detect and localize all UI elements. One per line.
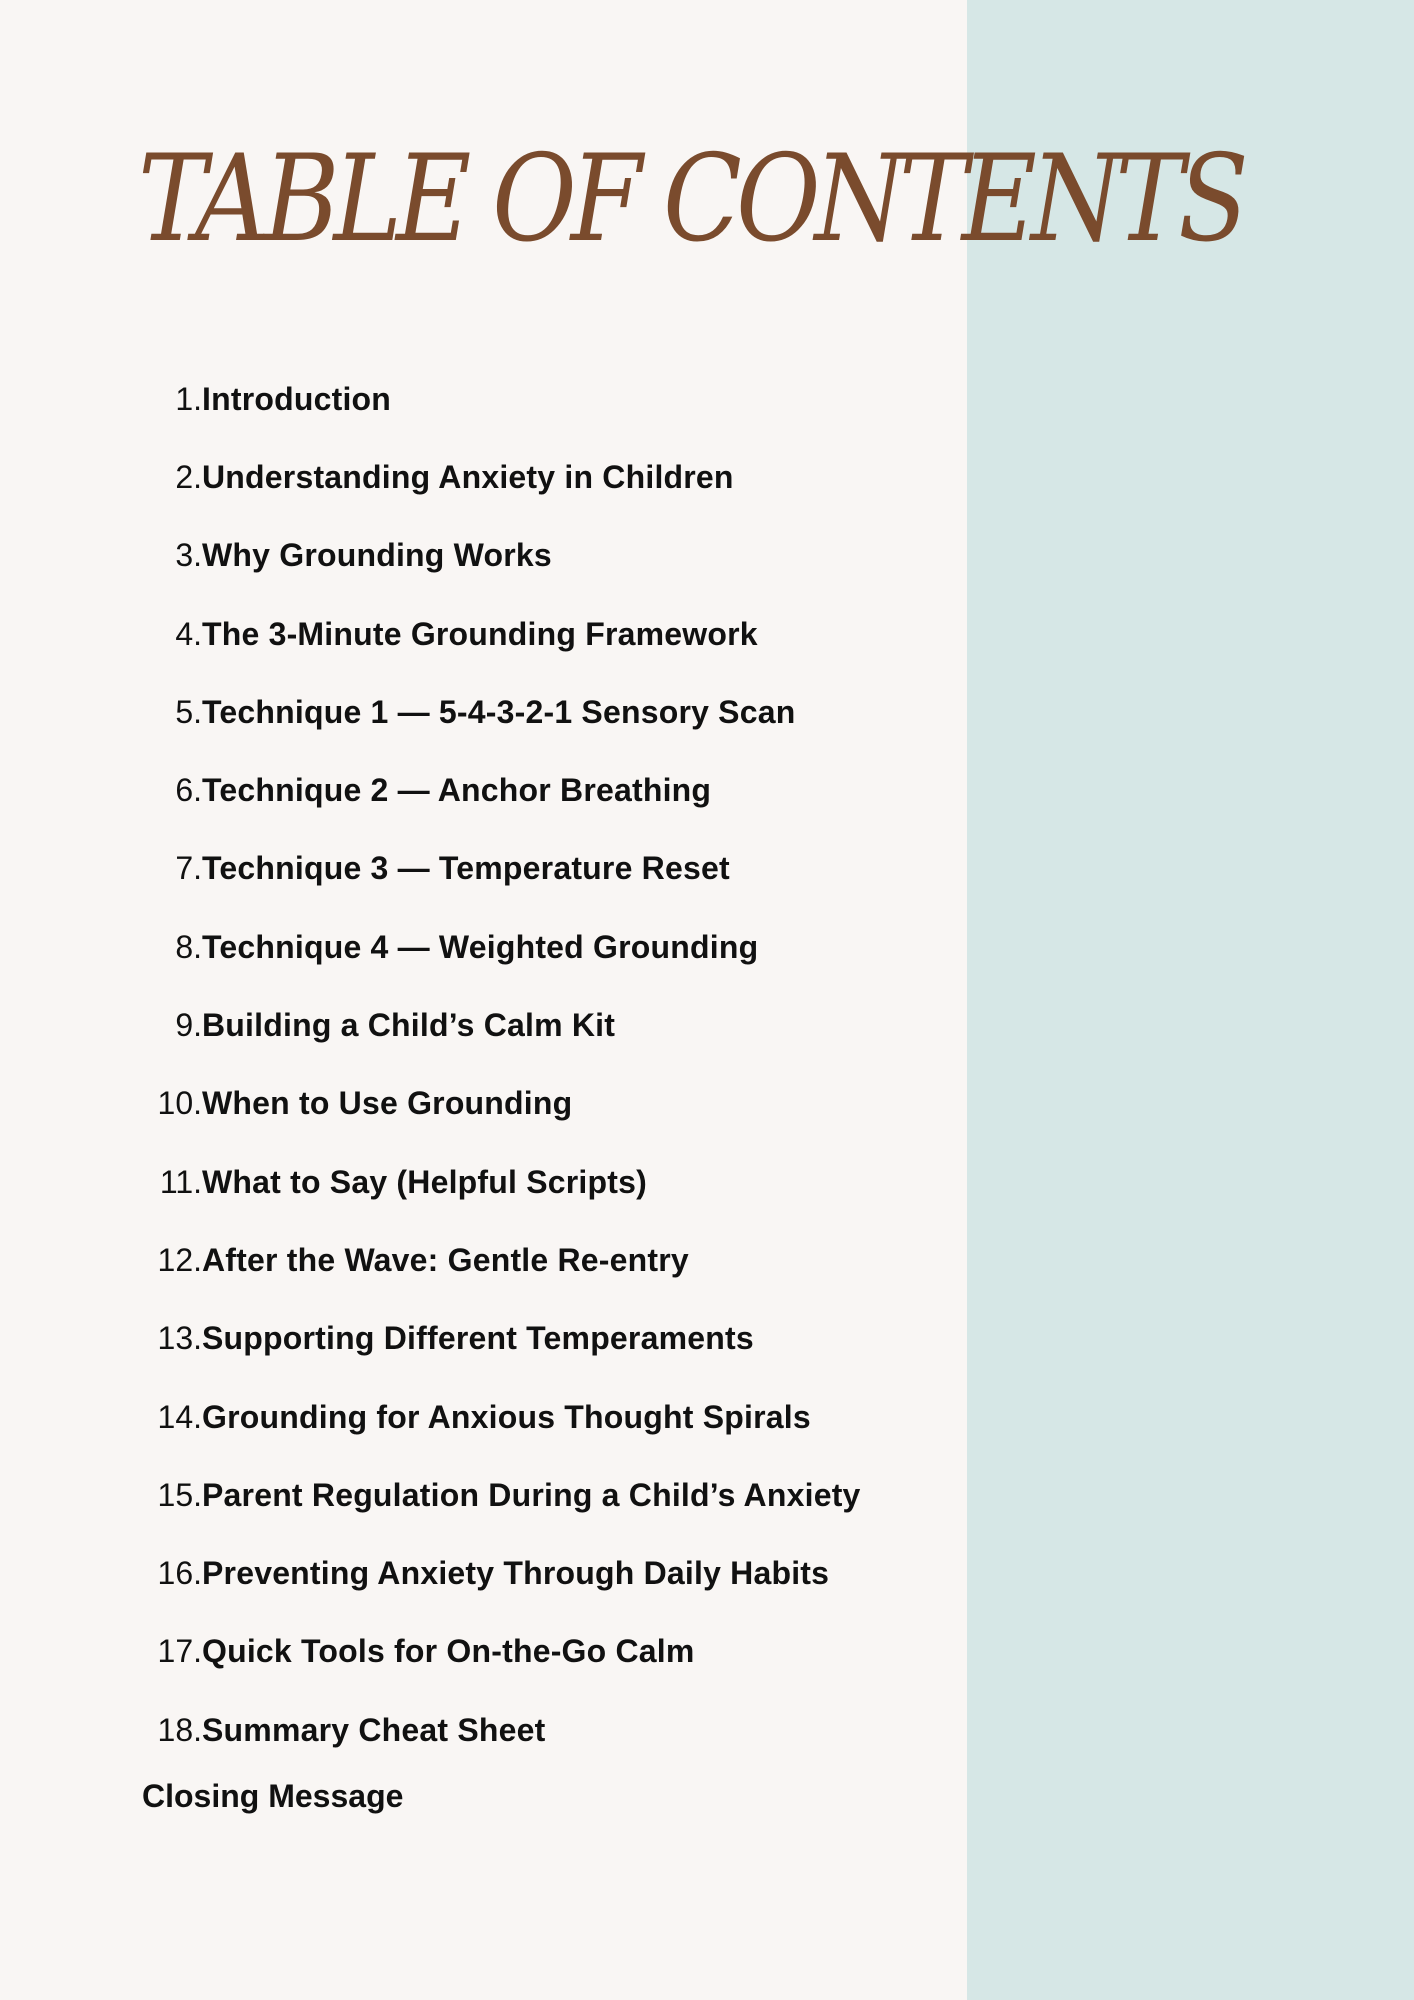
right-color-panel xyxy=(967,0,1414,2000)
toc-item[interactable] xyxy=(138,1300,958,1378)
toc-item[interactable] xyxy=(138,517,958,595)
toc-item[interactable] xyxy=(138,908,958,986)
toc-item-number: 8. xyxy=(175,928,202,965)
toc-item[interactable] xyxy=(138,1065,958,1143)
toc-item-number: 17. xyxy=(157,1633,202,1670)
toc-item-label: Technique 2 — Anchor Breathing xyxy=(202,772,712,809)
toc-item-number: 4. xyxy=(175,615,202,652)
toc-item[interactable] xyxy=(138,1613,958,1691)
toc-item-label: Parent Regulation During a Child’s Anxiety xyxy=(202,1476,861,1513)
toc-item[interactable] xyxy=(138,1378,958,1456)
toc-item-label: Understanding Anxiety in Children xyxy=(202,458,734,495)
toc-item[interactable] xyxy=(138,986,958,1064)
toc-item-number: 5. xyxy=(175,693,202,730)
toc-item-number: 12. xyxy=(157,1241,202,1278)
toc-item-number: 11. xyxy=(159,1163,202,1200)
toc-item-label: Technique 4 — Weighted Grounding xyxy=(202,928,759,965)
toc-item-number: 7. xyxy=(175,850,202,887)
toc-item-label: After the Wave: Gentle Re-entry xyxy=(202,1241,689,1278)
toc-item-label: Quick Tools for On-the-Go Calm xyxy=(202,1633,695,1670)
toc-closing-message[interactable]: Closing Message xyxy=(142,1778,404,1814)
toc-item-label: The 3-Minute Grounding Framework xyxy=(202,615,758,652)
toc-item[interactable] xyxy=(138,1534,958,1612)
toc-item-number: 14. xyxy=(157,1398,202,1435)
toc-item-number: 2. xyxy=(175,458,202,495)
toc-item[interactable] xyxy=(138,673,958,751)
page-title: TABLE OF CONTENTS xyxy=(138,130,1243,269)
toc-item[interactable] xyxy=(138,1143,958,1221)
toc-item[interactable] xyxy=(138,360,958,438)
toc-item-label: Introduction xyxy=(202,380,392,417)
toc-item-number: 15. xyxy=(157,1476,202,1513)
toc-item-label: Why Grounding Works xyxy=(202,537,552,574)
toc-item-number: 1. xyxy=(175,380,202,417)
toc-item[interactable] xyxy=(138,595,958,673)
toc-item-number: 10. xyxy=(157,1085,202,1122)
toc-item-number: 13. xyxy=(157,1320,202,1357)
toc-item-number: 9. xyxy=(175,1007,202,1044)
toc-list xyxy=(138,360,958,1769)
toc-item-label: Building a Child’s Calm Kit xyxy=(202,1007,616,1044)
toc-item[interactable] xyxy=(138,1221,958,1299)
toc-item[interactable] xyxy=(138,1691,958,1769)
toc-item[interactable] xyxy=(138,830,958,908)
toc-item-label: Preventing Anxiety Through Daily Habits xyxy=(202,1555,830,1592)
toc-item-label: Supporting Different Temperaments xyxy=(202,1320,754,1357)
toc-item[interactable] xyxy=(138,438,958,516)
toc-item-label: Grounding for Anxious Thought Spirals xyxy=(202,1398,811,1435)
toc-item-label: What to Say (Helpful Scripts) xyxy=(202,1163,647,1200)
toc-item-label: Technique 1 — 5-4-3-2-1 Sensory Scan xyxy=(202,693,796,730)
toc-item-number: 3. xyxy=(175,537,202,574)
toc-item-label: When to Use Grounding xyxy=(202,1085,573,1122)
toc-item-number: 16. xyxy=(157,1555,202,1592)
toc-item[interactable] xyxy=(138,751,958,829)
toc-item[interactable] xyxy=(138,1456,958,1534)
toc-item-number: 18. xyxy=(157,1711,202,1748)
toc-item-label: Technique 3 — Temperature Reset xyxy=(202,850,730,887)
toc-item-number: 6. xyxy=(175,772,202,809)
toc-item-label: Summary Cheat Sheet xyxy=(202,1711,546,1748)
